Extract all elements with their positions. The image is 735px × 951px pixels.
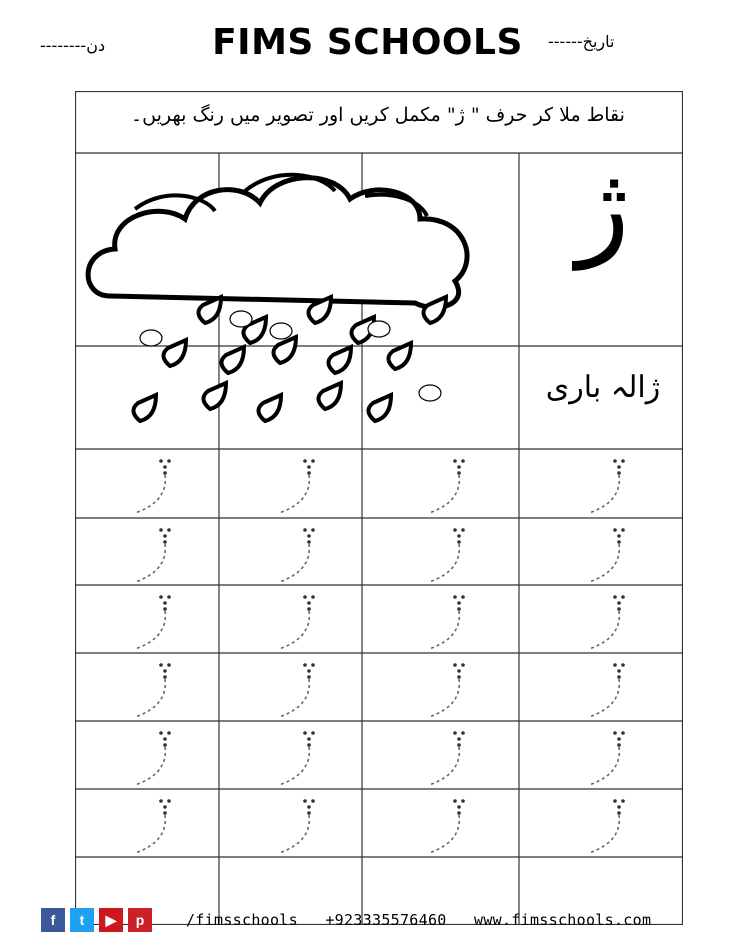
trace-letter[interactable] <box>135 731 171 785</box>
trace-letter[interactable] <box>589 459 625 513</box>
trace-letter[interactable] <box>589 595 625 649</box>
trace-letter[interactable] <box>279 663 315 717</box>
trace-letter[interactable] <box>589 663 625 717</box>
trace-letter[interactable] <box>429 459 465 513</box>
youtube-icon[interactable]: ▶ <box>99 908 123 932</box>
page-title: FIMS SCHOOLS <box>212 22 523 63</box>
trace-letter[interactable] <box>279 799 315 853</box>
footer-phone: +923335576460 <box>325 911 447 929</box>
day-field: دن-------- <box>40 36 106 55</box>
footer-website[interactable]: www.fimsschools.com <box>473 911 652 929</box>
trace-letter[interactable] <box>589 799 625 853</box>
trace-letter[interactable] <box>429 731 465 785</box>
featured-word: ژالہ باری <box>545 370 661 405</box>
trace-letter[interactable] <box>135 799 171 853</box>
trace-letter[interactable] <box>135 528 171 582</box>
instruction-text: نقاط ملا کر حرف " ژ" مکمل کریں اور تصویر میں رنگ بھریں۔ <box>131 104 625 126</box>
trace-letter[interactable] <box>589 731 625 785</box>
twitter-icon[interactable]: t <box>70 908 94 932</box>
trace-letter[interactable] <box>135 595 171 649</box>
footer-handle[interactable]: /fimsschools <box>186 911 298 929</box>
rain-cloud-illustration <box>88 175 467 421</box>
trace-letter[interactable] <box>279 459 315 513</box>
trace-letter[interactable] <box>279 528 315 582</box>
trace-letter[interactable] <box>279 595 315 649</box>
footer-contact <box>186 911 669 929</box>
trace-letter[interactable] <box>279 731 315 785</box>
trace-letter[interactable] <box>135 663 171 717</box>
featured-letter: ژ <box>576 142 630 270</box>
trace-letter[interactable] <box>429 663 465 717</box>
date-field: تاریخ------ <box>548 32 615 51</box>
facebook-icon[interactable]: f <box>41 908 65 932</box>
trace-letter[interactable] <box>429 595 465 649</box>
trace-letter[interactable] <box>135 459 171 513</box>
trace-letter[interactable] <box>429 528 465 582</box>
trace-letter[interactable] <box>429 799 465 853</box>
pinterest-icon[interactable]: p <box>128 908 152 932</box>
trace-letter[interactable] <box>589 528 625 582</box>
